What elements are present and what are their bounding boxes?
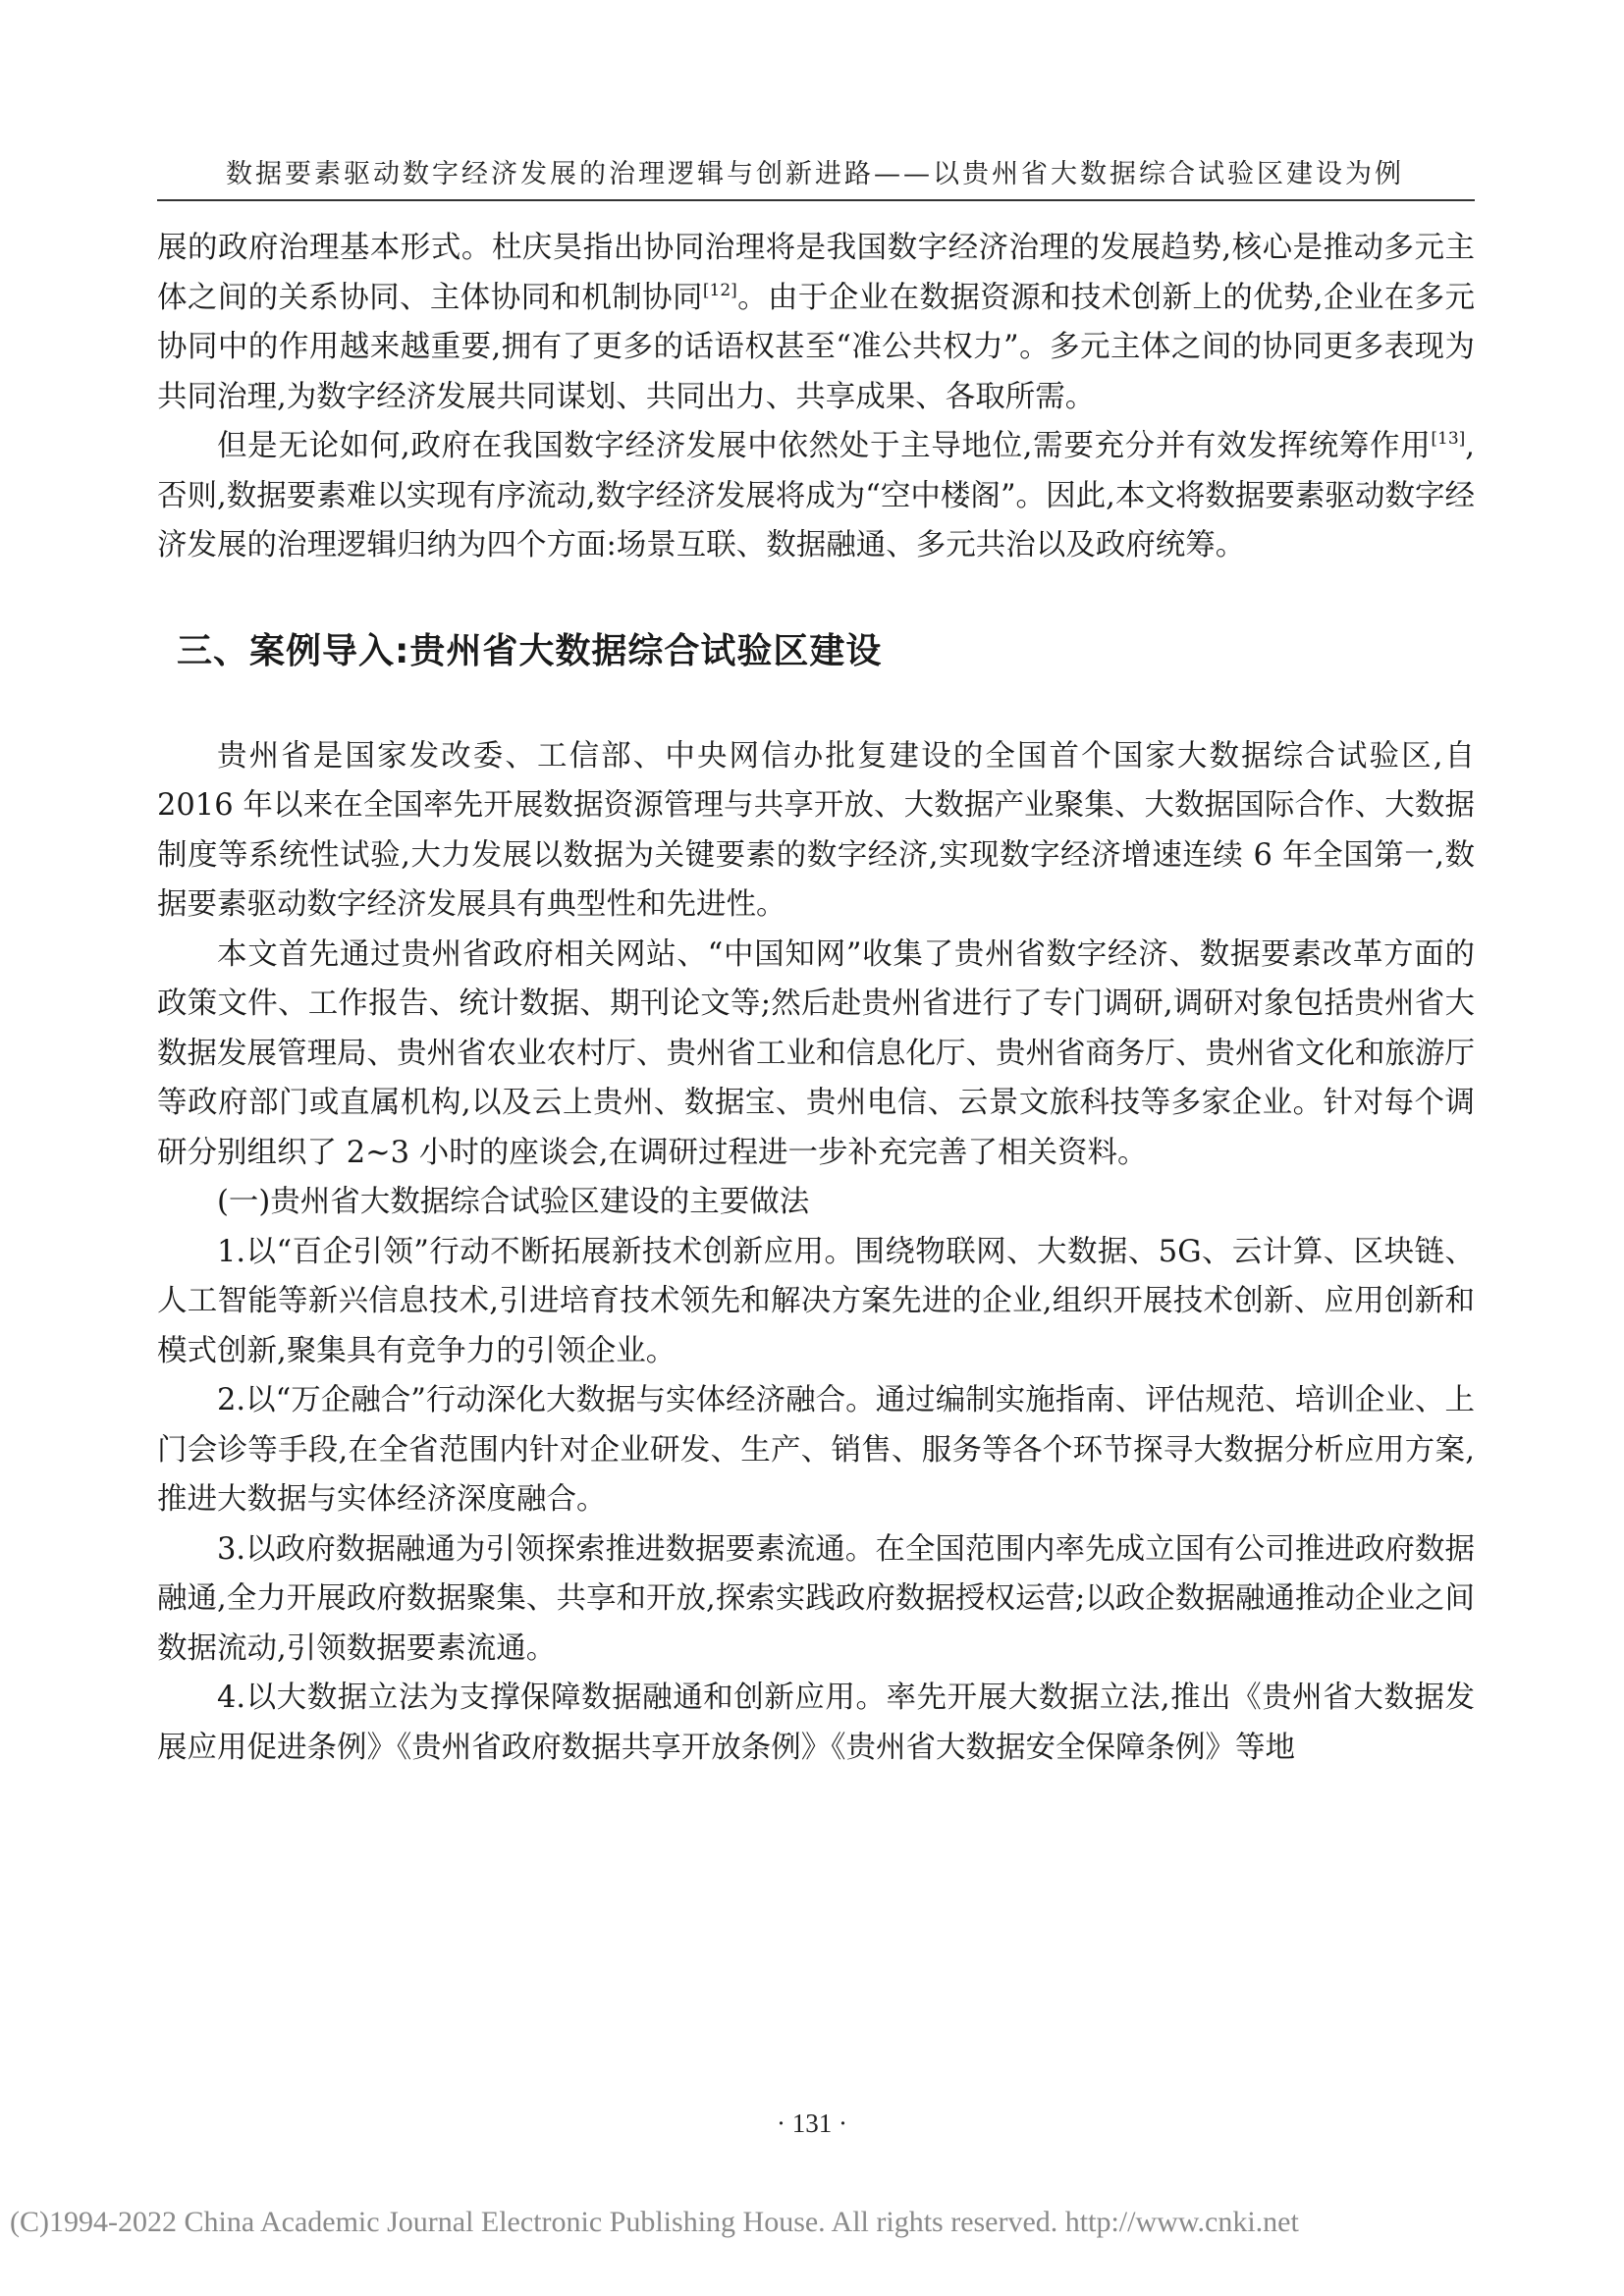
paragraph: 1.以“百企引领”行动不断拓展新技术创新应用。围绕物联网、大数据、5G、云计算、区块链、人工智能等新兴信息技术,引进培育技术领先和解决方案先进的企业,组织开展技术创新、应用创新和模式创新,聚集具有竞争力的引领企业。 (157, 1234, 1475, 1368)
header-rule (157, 199, 1475, 201)
section-heading: 三、案例导入:贵州省大数据综合试验区建设 (177, 630, 883, 671)
paragraph: 贵州省是国家发改委、工信部、中央网信办批复建设的全国首个国家大数据综合试验区,自 2016 年以来在全国率先开展数据资源管理与共享开放、大数据产业聚集、大数据国际合作、大数据制度等系统性试验,大力发展以数据为关键要素的数字经济,实现数字经济增速连续 6 年全国第一,数据要素驱动数字经济发展具有典型性和先进性。 (157, 738, 1475, 922)
copyright-footer: (C)1994-2022 China Academic Journal Electronic Publishing House. All rights reserved. http://www.cnki.net (10, 2206, 1299, 2238)
citation-ref: [13] (1431, 429, 1466, 449)
paragraph: 本文首先通过贵州省政府相关网站、“中国知网”收集了贵州省数字经济、数据要素改革方面的政策文件、工作报告、统计数据、期刊论文等;然后赴贵州省进行了专门调研,调研对象包括贵州省大数据发展管理局、贵州省农业农村厅、贵州省工业和信息化厅、贵州省商务厅、贵州省文化和旅游厅等政府部门或直属机构,以及云上贵州、数据宝、贵州电信、云景文旅科技等多家企业。针对每个调研分别组织了 2~3 小时的座谈会,在调研过程进一步补充完善了相关资料。 (157, 936, 1475, 1170)
paragraph: 3.以政府数据融通为引领探索推进数据要素流通。在全国范围内率先成立国有公司推进政府数据融通,全力开展政府数据聚集、共享和开放,探索实践政府数据授权运营;以政企数据融通推动企业之间数据流动,引领数据要素流通。 (157, 1531, 1475, 1666)
article-body (157, 224, 1475, 1773)
subsection-heading: (一)贵州省大数据综合试验区建设的主要做法 (217, 1185, 810, 1219)
paragraph: 但是无论如何,政府在我国数字经济发展中依然处于主导地位,需要充分并有效发挥统筹作用[13],否则,数据要素难以实现有序流动,数字经济发展将成为“空中楼阁”。因此,本文将数据要素驱动数字经济发展的治理逻辑归纳为四个方面:场景互联、数据融通、多元共治以及政府统筹。 (157, 429, 1475, 562)
running-head: 数据要素驱动数字经济发展的治理逻辑与创新进路——以贵州省大数据综合试验区建设为例 (226, 159, 1404, 189)
paragraph: 展的政府治理基本形式。杜庆昊指出协同治理将是我国数字经济治理的发展趋势,核心是推动多元主体之间的关系协同、主体协同和机制协同[12]。由于企业在数据资源和技术创新上的优势,企业在多元协同中的作用越来越重要,拥有了更多的话语权甚至“准公共权力”。多元主体之间的协同更多表现为共同治理,为数字经济发展共同谋划、共同出力、共享成果、各取所需。 (157, 231, 1476, 414)
paragraph: 4.以大数据立法为支撑保障数据融通和创新应用。率先开展大数据立法,推出《贵州省大数据发展应用促进条例》《贵州省政府数据共享开放条例》《贵州省大数据安全保障条例》等地 (157, 1681, 1475, 1765)
page-number: · 131 · (777, 2109, 847, 2138)
citation-ref: [12] (702, 280, 737, 300)
paragraph: 2.以“万企融合”行动深化大数据与实体经济融合。通过编制实施指南、评估规范、培训企业、上门会诊等手段,在全省范围内针对企业研发、生产、销售、服务等各个环节探寻大数据分析应用方案,推进大数据与实体经济深度融合。 (157, 1383, 1475, 1517)
